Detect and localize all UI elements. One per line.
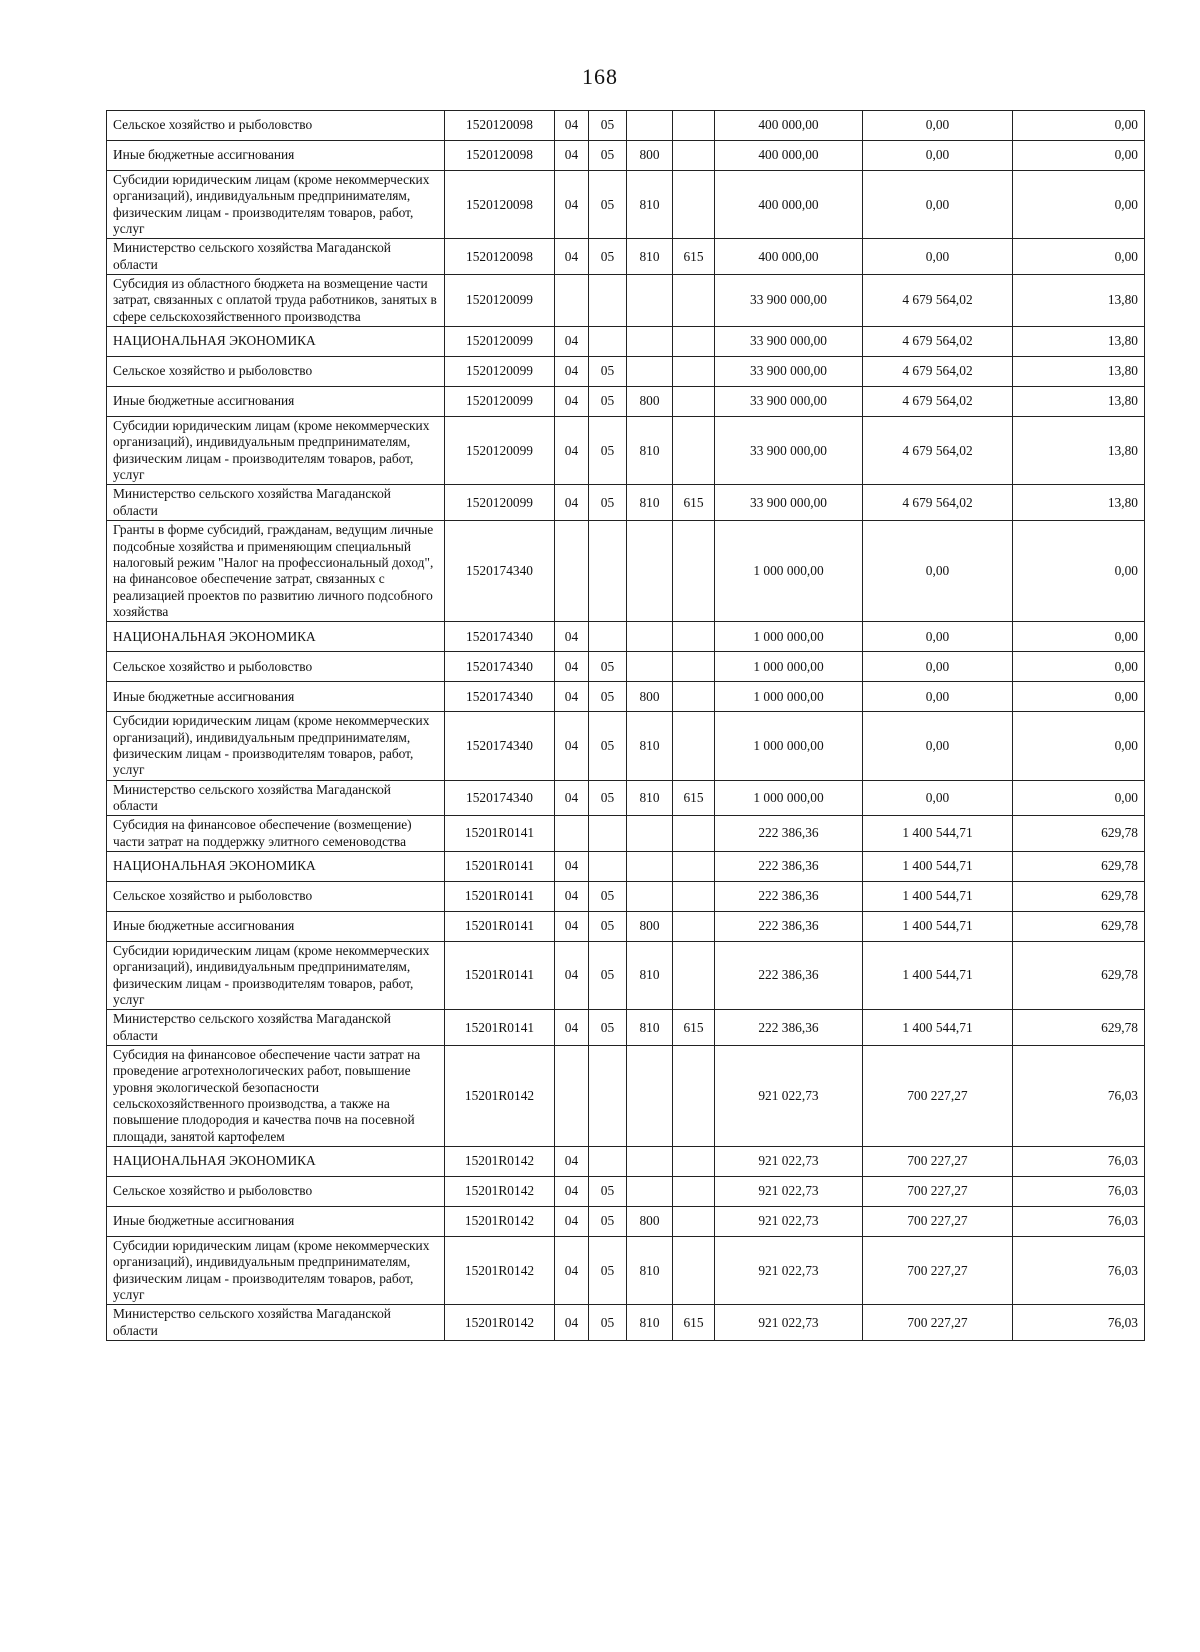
row-target-code: 1520120099: [445, 327, 555, 357]
row-section: 04: [555, 171, 589, 239]
row-section: [555, 521, 589, 622]
row-planned-amount: 1 000 000,00: [715, 521, 863, 622]
row-ministry-code: [673, 1207, 715, 1237]
row-execution-percent: 0,00: [1013, 712, 1145, 780]
row-section: [555, 1046, 589, 1147]
row-target-code: 1520120098: [445, 111, 555, 141]
row-execution-percent: 76,03: [1013, 1237, 1145, 1305]
row-name: Министерство сельского хозяйства Магаданской области: [107, 239, 445, 275]
row-executed-amount: 700 227,27: [863, 1305, 1013, 1341]
row-subsection: 05: [589, 417, 627, 485]
row-execution-percent: 76,03: [1013, 1305, 1145, 1341]
row-executed-amount: 700 227,27: [863, 1046, 1013, 1147]
row-executed-amount: 4 679 564,02: [863, 357, 1013, 387]
row-target-code: 1520174340: [445, 780, 555, 816]
row-expense-type: [627, 1147, 673, 1177]
row-planned-amount: 400 000,00: [715, 171, 863, 239]
row-subsection: 05: [589, 1010, 627, 1046]
table-row: [107, 941, 1145, 1009]
row-name: Сельское хозяйство и рыболовство: [107, 1177, 445, 1207]
row-ministry-code: [673, 1046, 715, 1147]
row-target-code: 15201R0142: [445, 1305, 555, 1341]
row-ministry-code: [673, 141, 715, 171]
row-expense-type: 810: [627, 1010, 673, 1046]
row-section: 04: [555, 111, 589, 141]
row-planned-amount: 400 000,00: [715, 111, 863, 141]
row-target-code: 15201R0141: [445, 816, 555, 852]
budget-table: [106, 110, 1145, 1341]
row-planned-amount: 400 000,00: [715, 239, 863, 275]
row-name: НАЦИОНАЛЬНАЯ ЭКОНОМИКА: [107, 1147, 445, 1177]
row-planned-amount: 33 900 000,00: [715, 417, 863, 485]
row-section: 04: [555, 911, 589, 941]
row-expense-type: 810: [627, 1237, 673, 1305]
row-execution-percent: 13,80: [1013, 485, 1145, 521]
row-target-code: 1520174340: [445, 712, 555, 780]
row-target-code: 1520174340: [445, 682, 555, 712]
row-planned-amount: 33 900 000,00: [715, 275, 863, 327]
row-subsection: 05: [589, 1305, 627, 1341]
row-subsection: 05: [589, 911, 627, 941]
row-name: Сельское хозяйство и рыболовство: [107, 357, 445, 387]
row-name: Субсидия на финансовое обеспечение части затрат на проведение агротехнологических работ, повышение уровня экологической безопасности сельскохозяйственного производства, а также на повышение плодородия и качества почв на посевной площади, занятой картофелем: [107, 1046, 445, 1147]
row-target-code: 15201R0141: [445, 881, 555, 911]
row-section: [555, 275, 589, 327]
row-executed-amount: 0,00: [863, 521, 1013, 622]
page-number: 168: [582, 64, 618, 89]
row-subsection: 05: [589, 171, 627, 239]
row-execution-percent: 0,00: [1013, 682, 1145, 712]
row-subsection: 05: [589, 485, 627, 521]
row-executed-amount: 4 679 564,02: [863, 417, 1013, 485]
row-name: Министерство сельского хозяйства Магаданской области: [107, 1010, 445, 1046]
row-expense-type: [627, 521, 673, 622]
row-name: Сельское хозяйство и рыболовство: [107, 111, 445, 141]
row-name: Субсидия из областного бюджета на возмещение части затрат, связанных с оплатой труда работников, занятых в сфере сельскохозяйственного производства: [107, 275, 445, 327]
row-expense-type: [627, 111, 673, 141]
row-subsection: 05: [589, 1237, 627, 1305]
row-expense-type: [627, 652, 673, 682]
row-execution-percent: 0,00: [1013, 239, 1145, 275]
row-name: Субсидии юридическим лицам (кроме некоммерческих организаций), индивидуальным предпринимателям, физическим лицам - производителям товаров, работ, услуг: [107, 171, 445, 239]
row-target-code: 1520120098: [445, 171, 555, 239]
table-row: [107, 652, 1145, 682]
row-execution-percent: 629,78: [1013, 1010, 1145, 1046]
row-planned-amount: 400 000,00: [715, 141, 863, 171]
row-name: Министерство сельского хозяйства Магаданской области: [107, 485, 445, 521]
table-row: [107, 911, 1145, 941]
row-expense-type: 810: [627, 485, 673, 521]
row-expense-type: 810: [627, 780, 673, 816]
row-execution-percent: 0,00: [1013, 622, 1145, 652]
row-expense-type: 810: [627, 417, 673, 485]
table-row: [107, 1305, 1145, 1341]
row-execution-percent: 76,03: [1013, 1177, 1145, 1207]
row-execution-percent: 629,78: [1013, 911, 1145, 941]
row-expense-type: [627, 1046, 673, 1147]
row-target-code: 1520120099: [445, 387, 555, 417]
row-name: НАЦИОНАЛЬНАЯ ЭКОНОМИКА: [107, 851, 445, 881]
row-subsection: [589, 1147, 627, 1177]
row-target-code: 1520174340: [445, 521, 555, 622]
table-row: [107, 417, 1145, 485]
row-ministry-code: 615: [673, 239, 715, 275]
row-section: 04: [555, 357, 589, 387]
row-executed-amount: 1 400 544,71: [863, 816, 1013, 852]
row-execution-percent: 629,78: [1013, 816, 1145, 852]
row-execution-percent: 0,00: [1013, 111, 1145, 141]
row-expense-type: [627, 327, 673, 357]
row-target-code: 15201R0142: [445, 1147, 555, 1177]
row-section: 04: [555, 652, 589, 682]
table-row: [107, 387, 1145, 417]
row-section: [555, 816, 589, 852]
row-target-code: 1520120099: [445, 275, 555, 327]
row-section: 04: [555, 1207, 589, 1237]
row-ministry-code: [673, 417, 715, 485]
row-execution-percent: 13,80: [1013, 327, 1145, 357]
table-row: [107, 239, 1145, 275]
row-section: 04: [555, 1237, 589, 1305]
row-planned-amount: 1 000 000,00: [715, 652, 863, 682]
row-name: НАЦИОНАЛЬНАЯ ЭКОНОМИКА: [107, 327, 445, 357]
row-ministry-code: [673, 911, 715, 941]
row-planned-amount: 1 000 000,00: [715, 712, 863, 780]
table-row: [107, 1147, 1145, 1177]
row-execution-percent: 629,78: [1013, 851, 1145, 881]
row-planned-amount: 33 900 000,00: [715, 327, 863, 357]
row-execution-percent: 0,00: [1013, 652, 1145, 682]
row-target-code: 1520120099: [445, 417, 555, 485]
row-executed-amount: 0,00: [863, 780, 1013, 816]
row-expense-type: 810: [627, 239, 673, 275]
row-expense-type: 810: [627, 712, 673, 780]
table-row: [107, 780, 1145, 816]
row-execution-percent: 0,00: [1013, 521, 1145, 622]
row-planned-amount: 921 022,73: [715, 1177, 863, 1207]
row-subsection: [589, 816, 627, 852]
row-executed-amount: 4 679 564,02: [863, 387, 1013, 417]
row-expense-type: [627, 622, 673, 652]
row-expense-type: 800: [627, 1207, 673, 1237]
row-ministry-code: 615: [673, 1305, 715, 1341]
row-execution-percent: 13,80: [1013, 417, 1145, 485]
row-planned-amount: 1 000 000,00: [715, 682, 863, 712]
row-executed-amount: 700 227,27: [863, 1207, 1013, 1237]
row-name: Иные бюджетные ассигнования: [107, 682, 445, 712]
row-section: 04: [555, 682, 589, 712]
row-executed-amount: 4 679 564,02: [863, 485, 1013, 521]
table-row: [107, 275, 1145, 327]
row-ministry-code: [673, 521, 715, 622]
row-ministry-code: [673, 682, 715, 712]
row-executed-amount: 4 679 564,02: [863, 327, 1013, 357]
row-subsection: 05: [589, 652, 627, 682]
row-subsection: 05: [589, 941, 627, 1009]
row-subsection: 05: [589, 1207, 627, 1237]
row-ministry-code: [673, 712, 715, 780]
row-planned-amount: 222 386,36: [715, 1010, 863, 1046]
row-ministry-code: [673, 652, 715, 682]
row-ministry-code: [673, 1237, 715, 1305]
row-name: Субсидии юридическим лицам (кроме некоммерческих организаций), индивидуальным предпринимателям, физическим лицам - производителям товаров, работ, услуг: [107, 1237, 445, 1305]
row-planned-amount: 921 022,73: [715, 1305, 863, 1341]
row-execution-percent: 76,03: [1013, 1046, 1145, 1147]
row-ministry-code: [673, 275, 715, 327]
row-ministry-code: 615: [673, 485, 715, 521]
row-planned-amount: 222 386,36: [715, 881, 863, 911]
row-section: 04: [555, 387, 589, 417]
row-target-code: 1520120099: [445, 357, 555, 387]
table-row: [107, 712, 1145, 780]
row-subsection: [589, 622, 627, 652]
row-subsection: 05: [589, 239, 627, 275]
row-ministry-code: [673, 327, 715, 357]
row-name: Министерство сельского хозяйства Магаданской области: [107, 1305, 445, 1341]
row-executed-amount: 1 400 544,71: [863, 851, 1013, 881]
row-planned-amount: 921 022,73: [715, 1147, 863, 1177]
row-subsection: [589, 521, 627, 622]
row-planned-amount: 921 022,73: [715, 1046, 863, 1147]
row-executed-amount: 0,00: [863, 712, 1013, 780]
row-executed-amount: 1 400 544,71: [863, 911, 1013, 941]
row-target-code: 1520120099: [445, 485, 555, 521]
row-section: 04: [555, 712, 589, 780]
row-target-code: 15201R0141: [445, 911, 555, 941]
row-executed-amount: 700 227,27: [863, 1147, 1013, 1177]
row-section: 04: [555, 941, 589, 1009]
row-ministry-code: [673, 387, 715, 417]
row-execution-percent: 13,80: [1013, 357, 1145, 387]
row-execution-percent: 629,78: [1013, 881, 1145, 911]
row-ministry-code: 615: [673, 780, 715, 816]
row-ministry-code: [673, 851, 715, 881]
row-ministry-code: [673, 171, 715, 239]
table-row: [107, 622, 1145, 652]
row-target-code: 15201R0142: [445, 1207, 555, 1237]
row-executed-amount: 1 400 544,71: [863, 881, 1013, 911]
row-ministry-code: [673, 941, 715, 1009]
row-name: Сельское хозяйство и рыболовство: [107, 881, 445, 911]
row-name: Иные бюджетные ассигнования: [107, 141, 445, 171]
row-ministry-code: 615: [673, 1010, 715, 1046]
row-subsection: [589, 851, 627, 881]
row-section: 04: [555, 780, 589, 816]
row-section: 04: [555, 485, 589, 521]
row-name: Субсидия на финансовое обеспечение (возмещение) части затрат на поддержку элитного семеноводства: [107, 816, 445, 852]
table-row: [107, 1207, 1145, 1237]
row-section: 04: [555, 327, 589, 357]
row-expense-type: 810: [627, 1305, 673, 1341]
row-name: Субсидии юридическим лицам (кроме некоммерческих организаций), индивидуальным предпринимателям, физическим лицам - производителям товаров, работ, услуг: [107, 712, 445, 780]
row-planned-amount: 921 022,73: [715, 1237, 863, 1305]
row-expense-type: [627, 357, 673, 387]
row-ministry-code: [673, 816, 715, 852]
row-planned-amount: 33 900 000,00: [715, 387, 863, 417]
table-row: [107, 327, 1145, 357]
row-name: Субсидии юридическим лицам (кроме некоммерческих организаций), индивидуальным предпринимателям, физическим лицам - производителям товаров, работ, услуг: [107, 941, 445, 1009]
row-executed-amount: 0,00: [863, 111, 1013, 141]
row-section: 04: [555, 239, 589, 275]
row-subsection: 05: [589, 141, 627, 171]
row-ministry-code: [673, 1147, 715, 1177]
row-section: 04: [555, 851, 589, 881]
row-section: 04: [555, 1177, 589, 1207]
row-executed-amount: 0,00: [863, 141, 1013, 171]
row-target-code: 1520174340: [445, 652, 555, 682]
row-name: Иные бюджетные ассигнования: [107, 1207, 445, 1237]
row-target-code: 15201R0142: [445, 1237, 555, 1305]
row-subsection: 05: [589, 357, 627, 387]
table-body: [107, 111, 1145, 1341]
row-planned-amount: 921 022,73: [715, 1207, 863, 1237]
row-target-code: 15201R0141: [445, 1010, 555, 1046]
row-section: 04: [555, 1147, 589, 1177]
row-execution-percent: 629,78: [1013, 941, 1145, 1009]
row-executed-amount: 1 400 544,71: [863, 1010, 1013, 1046]
row-subsection: 05: [589, 881, 627, 911]
table-row: [107, 1177, 1145, 1207]
table-row: [107, 851, 1145, 881]
table-row: [107, 357, 1145, 387]
row-name: Иные бюджетные ассигнования: [107, 911, 445, 941]
row-executed-amount: 4 679 564,02: [863, 275, 1013, 327]
row-name: Гранты в форме субсидий, гражданам, ведущим личные подсобные хозяйства и применяющим специальный налоговый режим "Налог на профессиональный доход", на финансовое обеспечение затрат, связанных с реализацией проектов по развитию личного подсобного хозяйства: [107, 521, 445, 622]
row-planned-amount: 33 900 000,00: [715, 485, 863, 521]
row-planned-amount: 1 000 000,00: [715, 780, 863, 816]
row-planned-amount: 222 386,36: [715, 941, 863, 1009]
row-name: Субсидии юридическим лицам (кроме некоммерческих организаций), индивидуальным предпринимателям, физическим лицам - производителям товаров, работ, услуг: [107, 417, 445, 485]
table-row: [107, 816, 1145, 852]
row-executed-amount: 700 227,27: [863, 1237, 1013, 1305]
row-section: 04: [555, 1010, 589, 1046]
row-execution-percent: 13,80: [1013, 387, 1145, 417]
table-row: [107, 881, 1145, 911]
table-row: [107, 171, 1145, 239]
row-expense-type: 800: [627, 141, 673, 171]
table-row: [107, 485, 1145, 521]
row-section: 04: [555, 622, 589, 652]
row-target-code: 1520174340: [445, 622, 555, 652]
table-row: [107, 1237, 1145, 1305]
row-target-code: 15201R0142: [445, 1177, 555, 1207]
row-expense-type: 800: [627, 911, 673, 941]
row-section: 04: [555, 1305, 589, 1341]
row-section: 04: [555, 881, 589, 911]
table-row: [107, 141, 1145, 171]
row-expense-type: 800: [627, 387, 673, 417]
row-target-code: 15201R0141: [445, 941, 555, 1009]
row-subsection: 05: [589, 111, 627, 141]
row-expense-type: [627, 851, 673, 881]
row-expense-type: [627, 816, 673, 852]
row-subsection: [589, 275, 627, 327]
row-subsection: 05: [589, 682, 627, 712]
row-target-code: 1520120098: [445, 239, 555, 275]
row-planned-amount: 222 386,36: [715, 851, 863, 881]
row-execution-percent: 13,80: [1013, 275, 1145, 327]
row-name: Сельское хозяйство и рыболовство: [107, 652, 445, 682]
row-target-code: 15201R0141: [445, 851, 555, 881]
row-planned-amount: 222 386,36: [715, 816, 863, 852]
row-target-code: 15201R0142: [445, 1046, 555, 1147]
row-expense-type: 810: [627, 171, 673, 239]
row-execution-percent: 0,00: [1013, 171, 1145, 239]
row-executed-amount: 0,00: [863, 652, 1013, 682]
row-expense-type: 810: [627, 941, 673, 1009]
table-row: [107, 1010, 1145, 1046]
table-row: [107, 521, 1145, 622]
row-expense-type: 800: [627, 682, 673, 712]
row-execution-percent: 0,00: [1013, 141, 1145, 171]
row-section: 04: [555, 141, 589, 171]
row-executed-amount: 0,00: [863, 239, 1013, 275]
row-expense-type: [627, 1177, 673, 1207]
row-expense-type: [627, 275, 673, 327]
table-row: [107, 111, 1145, 141]
row-subsection: 05: [589, 712, 627, 780]
row-subsection: 05: [589, 1177, 627, 1207]
row-name: Министерство сельского хозяйства Магаданской области: [107, 780, 445, 816]
row-ministry-code: [673, 111, 715, 141]
row-name: НАЦИОНАЛЬНАЯ ЭКОНОМИКА: [107, 622, 445, 652]
row-executed-amount: 0,00: [863, 622, 1013, 652]
row-subsection: 05: [589, 780, 627, 816]
row-expense-type: [627, 881, 673, 911]
row-execution-percent: 0,00: [1013, 780, 1145, 816]
row-ministry-code: [673, 1177, 715, 1207]
row-planned-amount: 1 000 000,00: [715, 622, 863, 652]
row-ministry-code: [673, 881, 715, 911]
row-execution-percent: 76,03: [1013, 1147, 1145, 1177]
table-row: [107, 682, 1145, 712]
row-subsection: 05: [589, 387, 627, 417]
row-section: 04: [555, 417, 589, 485]
row-target-code: 1520120098: [445, 141, 555, 171]
table-row: [107, 1046, 1145, 1147]
row-subsection: [589, 1046, 627, 1147]
row-subsection: [589, 327, 627, 357]
row-executed-amount: 1 400 544,71: [863, 941, 1013, 1009]
row-planned-amount: 222 386,36: [715, 911, 863, 941]
row-ministry-code: [673, 622, 715, 652]
row-executed-amount: 0,00: [863, 171, 1013, 239]
row-executed-amount: 700 227,27: [863, 1177, 1013, 1207]
row-executed-amount: 0,00: [863, 682, 1013, 712]
row-ministry-code: [673, 357, 715, 387]
row-execution-percent: 76,03: [1013, 1207, 1145, 1237]
row-planned-amount: 33 900 000,00: [715, 357, 863, 387]
row-name: Иные бюджетные ассигнования: [107, 387, 445, 417]
